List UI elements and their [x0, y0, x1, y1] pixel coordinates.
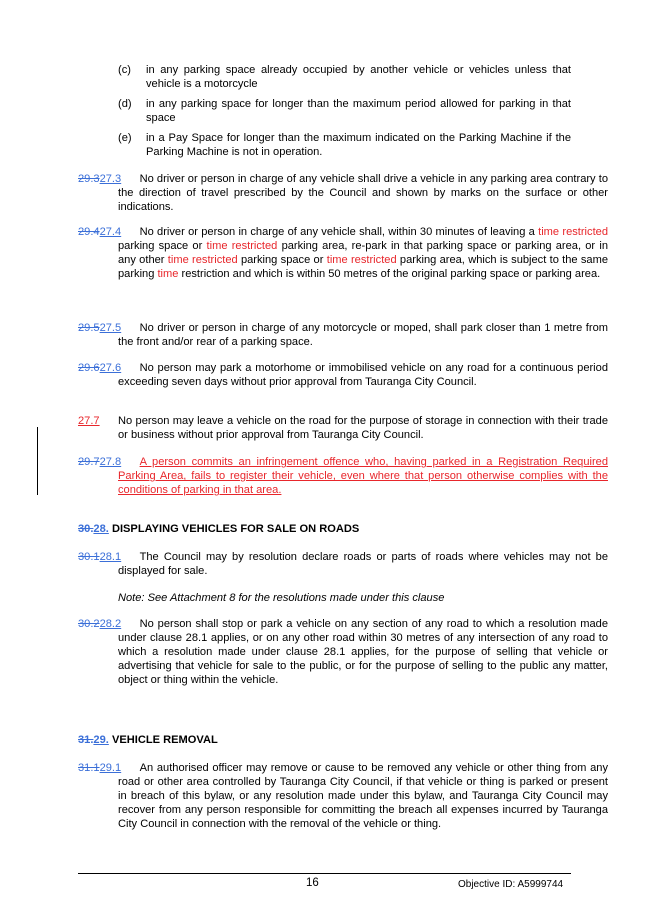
list-text: in any parking space for longer than the maximum period allowed for parking in that space — [146, 98, 571, 125]
clause-number-deleted: 29.7 — [78, 456, 100, 468]
clause-text-inserted: A person commits an infringement offence who, having parked in a Registration Required Parking Area, fails to register their vehicle, even where that person otherwise complies with the conditions of parking in that area. — [118, 456, 608, 497]
clause-text: No driver or person in charge of any vehicle shall, within 30 minutes of leaving a — [139, 226, 539, 238]
clause-text-amended: time restricted — [538, 226, 608, 238]
clause-text: The Council may by resolution declare roads or parts of roads where vehicles may not be displayed for sale. — [118, 551, 608, 578]
list-text: in a Pay Space for longer than the maximum indicated on the Parking Machine if the Parking Machine is not in operation. — [146, 132, 571, 159]
clause-number-text: 28.1 — [99, 551, 122, 563]
clause-text-amended: time — [157, 268, 179, 281]
section-title: DISPLAYING VEHICLES FOR SALE ON ROADS — [111, 523, 360, 535]
section-heading-29 — [78, 733, 568, 747]
clause-27-4 — [78, 225, 608, 281]
clause-number-text: 27.3 — [99, 173, 122, 185]
clause-number-inserted — [100, 761, 140, 775]
clause-number-deleted: 29.3 — [78, 173, 100, 185]
clause-text: No person may park a motorhome or immobilised vehicle on any road for a continuous period exceeding seven days without prior approval from Tauranga City Council. — [118, 362, 608, 389]
clause-number-text: 27.4 — [99, 226, 122, 238]
clause-number-text: 27.5 — [99, 322, 122, 334]
clause-27-5 — [78, 321, 608, 349]
clause-27-6 — [78, 361, 608, 389]
clause-29-1 — [78, 761, 608, 831]
clause-number-text: 28.2 — [99, 618, 122, 630]
clause-number-text: 29.1 — [99, 762, 122, 774]
section-number-deleted: 31. — [78, 734, 94, 746]
section-number-inserted: 28. — [93, 523, 109, 535]
clause-text-amended: time restricted — [326, 254, 397, 267]
objective-id: Objective ID: A5999744 — [458, 879, 564, 890]
clause-number-text: 27.7 — [78, 415, 100, 427]
section-heading-28 — [78, 522, 568, 536]
list-label: (e) — [118, 132, 132, 144]
revision-change-bar — [37, 427, 38, 495]
clause-number-deleted: 29.6 — [78, 362, 100, 374]
clause-text: parking space or — [118, 240, 207, 253]
clause-number-text: 27.6 — [99, 362, 122, 374]
clause-number-inserted — [100, 455, 140, 469]
clause-27-3 — [78, 172, 608, 214]
list-label: (c) — [118, 64, 131, 76]
clause-number-inserted — [100, 321, 140, 335]
clause-text: An authorised officer may remove or cause to be removed any vehicle or other thing from any road or other area controlled by Tauranga City Council, if that vehicle or thing is parked or present in breach of this bylaw, or any resolution made under this bylaw, and Tauranga City Council may recover from any person responsible for committing the breach all expenses incurred by Tauranga City Council in connection with the removal of the vehicle or thing. — [118, 762, 608, 831]
clause-number-text: 27.8 — [99, 456, 122, 468]
clause-text-amended: time restricted — [206, 240, 278, 253]
note: Note: See Attachment 8 for the resolutions made under this clause — [118, 592, 445, 604]
clause-text: No person may leave a vehicle on the road for the purpose of storage in connection with their trade or business without prior approval from Tauranga City Council. — [118, 415, 608, 442]
clause-number-deleted: 30.2 — [78, 618, 100, 630]
clause-number-inserted — [100, 617, 140, 631]
list-label: (d) — [118, 98, 132, 110]
clause-text: parking area, which is subject to the same parking — [118, 254, 609, 281]
clause-text-amended: time restricted — [167, 254, 238, 267]
section-title: VEHICLE REMOVAL — [111, 734, 218, 746]
clause-text: No person shall stop or park a vehicle on any section of any road to which a resolution made under clause 28.1 applies, or on any other road within 30 metres of any intersection of any road to which a resolution made under clause 28.1 applies, for the purpose of selling that vehicle or advertising that vehicle for sale to the public, or for the purpose of selling to the public any matter, object or thing within the vehicle. — [118, 618, 608, 687]
clause-number-deleted: 31.1 — [78, 762, 100, 774]
section-number-deleted: 30. — [78, 523, 94, 535]
clause-27-7 — [78, 414, 608, 442]
clause-27-8 — [78, 455, 608, 497]
clause-text: parking space or — [237, 254, 327, 267]
clause-28-2 — [78, 617, 608, 687]
clause-number-inserted — [100, 225, 140, 239]
clause-28-1 — [78, 550, 608, 578]
clause-text: restriction and which is within 50 metres of the original parking space or parking area. — [178, 268, 601, 281]
clause-number-inserted — [100, 550, 140, 564]
clause-number-inserted — [100, 361, 140, 375]
clause-number-deleted: 30.1 — [78, 551, 100, 563]
list-text: in any parking space already occupied by another vehicle or vehicles unless that vehicle is a motorcycle — [146, 64, 571, 91]
clause-text: No driver or person in charge of any motorcycle or moped, shall park closer than 1 metre from the front and/or rear of a parking space. — [118, 322, 608, 349]
clause-text: parking area, re-park in that parking space or parking area, or in any other — [118, 240, 608, 267]
clause-number-inserted — [78, 414, 118, 428]
section-number-inserted: 29. — [93, 734, 109, 746]
footer-divider — [78, 873, 571, 874]
page-number: 16 — [306, 877, 319, 889]
clause-number-deleted: 29.5 — [78, 322, 100, 334]
clause-number-deleted: 29.4 — [78, 226, 100, 238]
clause-text: No driver or person in charge of any vehicle shall drive a vehicle in any parking area contrary to the direction of travel prescribed by the Council and shown by marks on the surface or other indications. — [118, 173, 608, 214]
clause-number-inserted — [100, 172, 140, 186]
